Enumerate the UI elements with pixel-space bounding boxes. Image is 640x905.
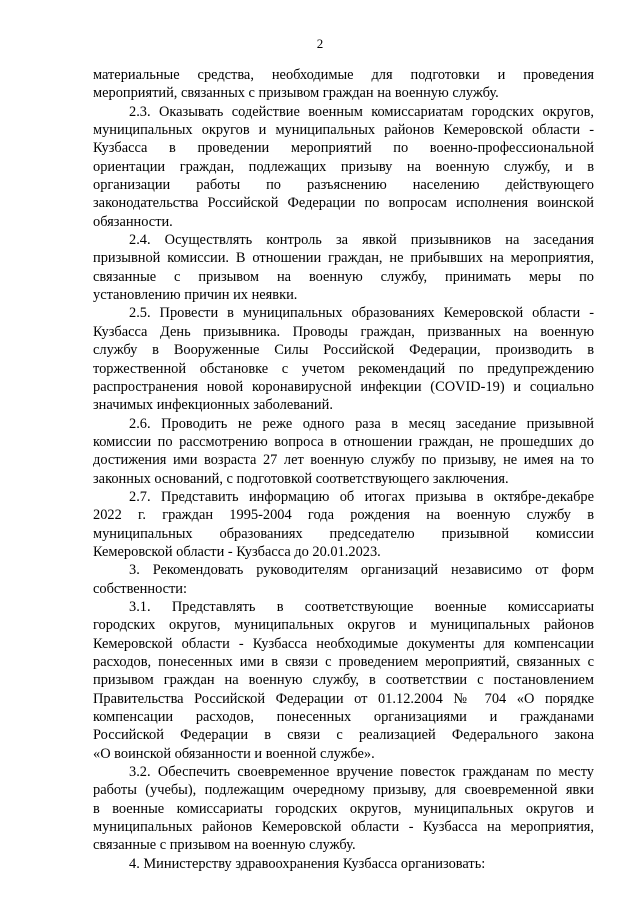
text-line: призывной комиссии. В отношении граждан, не прибывших на мероприятия,	[93, 250, 594, 267]
text-line: собственности:	[93, 580, 188, 597]
text-line: обязанности.	[93, 213, 173, 230]
text-line: ориентации граждан, подлежащих призыву на военную службу, и в	[93, 158, 594, 175]
text-line: службу в Вооруженные Силы Российской Федерации, производить в	[93, 342, 594, 359]
text-line: работы (учебы), подлежащим очередному призыву, для своевременной явки	[93, 782, 594, 799]
text-line: мероприятий, связанных с призывом граждан на военную службу.	[93, 85, 499, 102]
paragraph-3-2-line: 3.2. Обеспечить своевременное вручение повесток гражданам по месту	[129, 764, 594, 781]
text-line: законных оснований, с подготовкой соответствующего заключения.	[93, 470, 509, 487]
paragraph-2-7-line: 2.7. Представить информацию об итогах призыва в октябре-декабре	[129, 488, 594, 505]
text-line: законодательства Российской Федерации по вопросам исполнения воинской	[93, 195, 594, 212]
paragraph-2-3-line: 2.3. Оказывать содействие военным комиссариатам городских округов,	[129, 103, 594, 120]
text-line: торжественной обстановке с учетом рекомендаций по предупреждению	[93, 360, 594, 377]
text-line: Кузбасса День призывника. Проводы граждан, призванных на военную	[93, 323, 594, 340]
page-number: 2	[316, 36, 324, 51]
text-line: Кузбасса в проведении мероприятий по военно-профессиональной	[93, 140, 594, 157]
paragraph-2-6-line: 2.6. Проводить не реже одного раза в месяц заседание призывной	[129, 415, 594, 432]
text-line: расходов, понесенных ими в связи с проведением мероприятий, связанных с	[93, 654, 594, 670]
text-line: материальные средства, необходимые для подготовки и проведения	[93, 67, 594, 83]
text-line: муниципальных районов Кемеровской области - Кузбасса на мероприятия,	[93, 819, 594, 836]
text-line: организации работы по разъяснению населению действующего	[93, 177, 594, 194]
text-line: призывом граждан на военную службу, в соответствии с постановлением	[93, 672, 594, 689]
text-line: 2022 г. граждан 1995-2004 года рождения на военную службу в	[93, 507, 594, 524]
text-line: в военные комиссариаты городских округов, муниципальных округов и	[93, 800, 594, 817]
text-line: Кемеровской области - Кузбасса до 20.01.2023.	[93, 543, 381, 560]
document-body	[93, 66, 594, 873]
paragraph-4-line: 4. Министерству здравоохранения Кузбасса организовать:	[129, 855, 486, 872]
paragraph-3-1-line: 3.1. Представлять в соответствующие военные комиссариаты	[129, 598, 594, 615]
text-line: муниципальных округов и муниципальных районов Кемеровской области -	[93, 122, 594, 139]
text-line: комиссии по рассмотрению вопроса в отношении граждан, не прошедших до	[93, 433, 594, 450]
text-line: значимых инфекционных заболеваний.	[93, 397, 333, 414]
text-line: «О воинской обязанности и военной службе».	[93, 745, 375, 762]
text-line: установлению причин их неявки.	[93, 287, 298, 304]
text-line: Правительства Российской Федерации от 01.12.2004 № 704 «О порядке	[93, 690, 594, 707]
paragraph-2-5-line: 2.5. Провести в муниципальных образованиях Кемеровской области -	[129, 305, 594, 322]
paragraph-3-line: 3. Рекомендовать руководителям организаций независимо от форм	[129, 562, 594, 579]
text-line: распространения новой коронавирусной инфекции (COVID-19) и социально	[93, 378, 594, 395]
text-line: связанные с призывом на военную службу, принимать меры по	[93, 268, 594, 285]
paragraph-2-4-line: 2.4. Осуществлять контроль за явкой призывников на заседания	[129, 232, 594, 249]
text-line: Российской Федерации в связи с реализацией Федерального закона	[93, 727, 594, 744]
text-line: муниципальных образованиях председателю призывной комиссии	[93, 525, 594, 542]
text-line: связанные с призывом на военную службу.	[93, 837, 356, 854]
text-line: Кемеровской области - Кузбасса необходимые документы для компенсации	[93, 635, 594, 652]
text-line: достижения ими возраста 27 лет военную службу по призыву, не имея на то	[93, 452, 594, 469]
text-line: городских округов, муниципальных округов и муниципальных районов	[93, 617, 594, 634]
text-line: компенсации расходов, понесенных организациями и гражданами	[93, 709, 594, 726]
